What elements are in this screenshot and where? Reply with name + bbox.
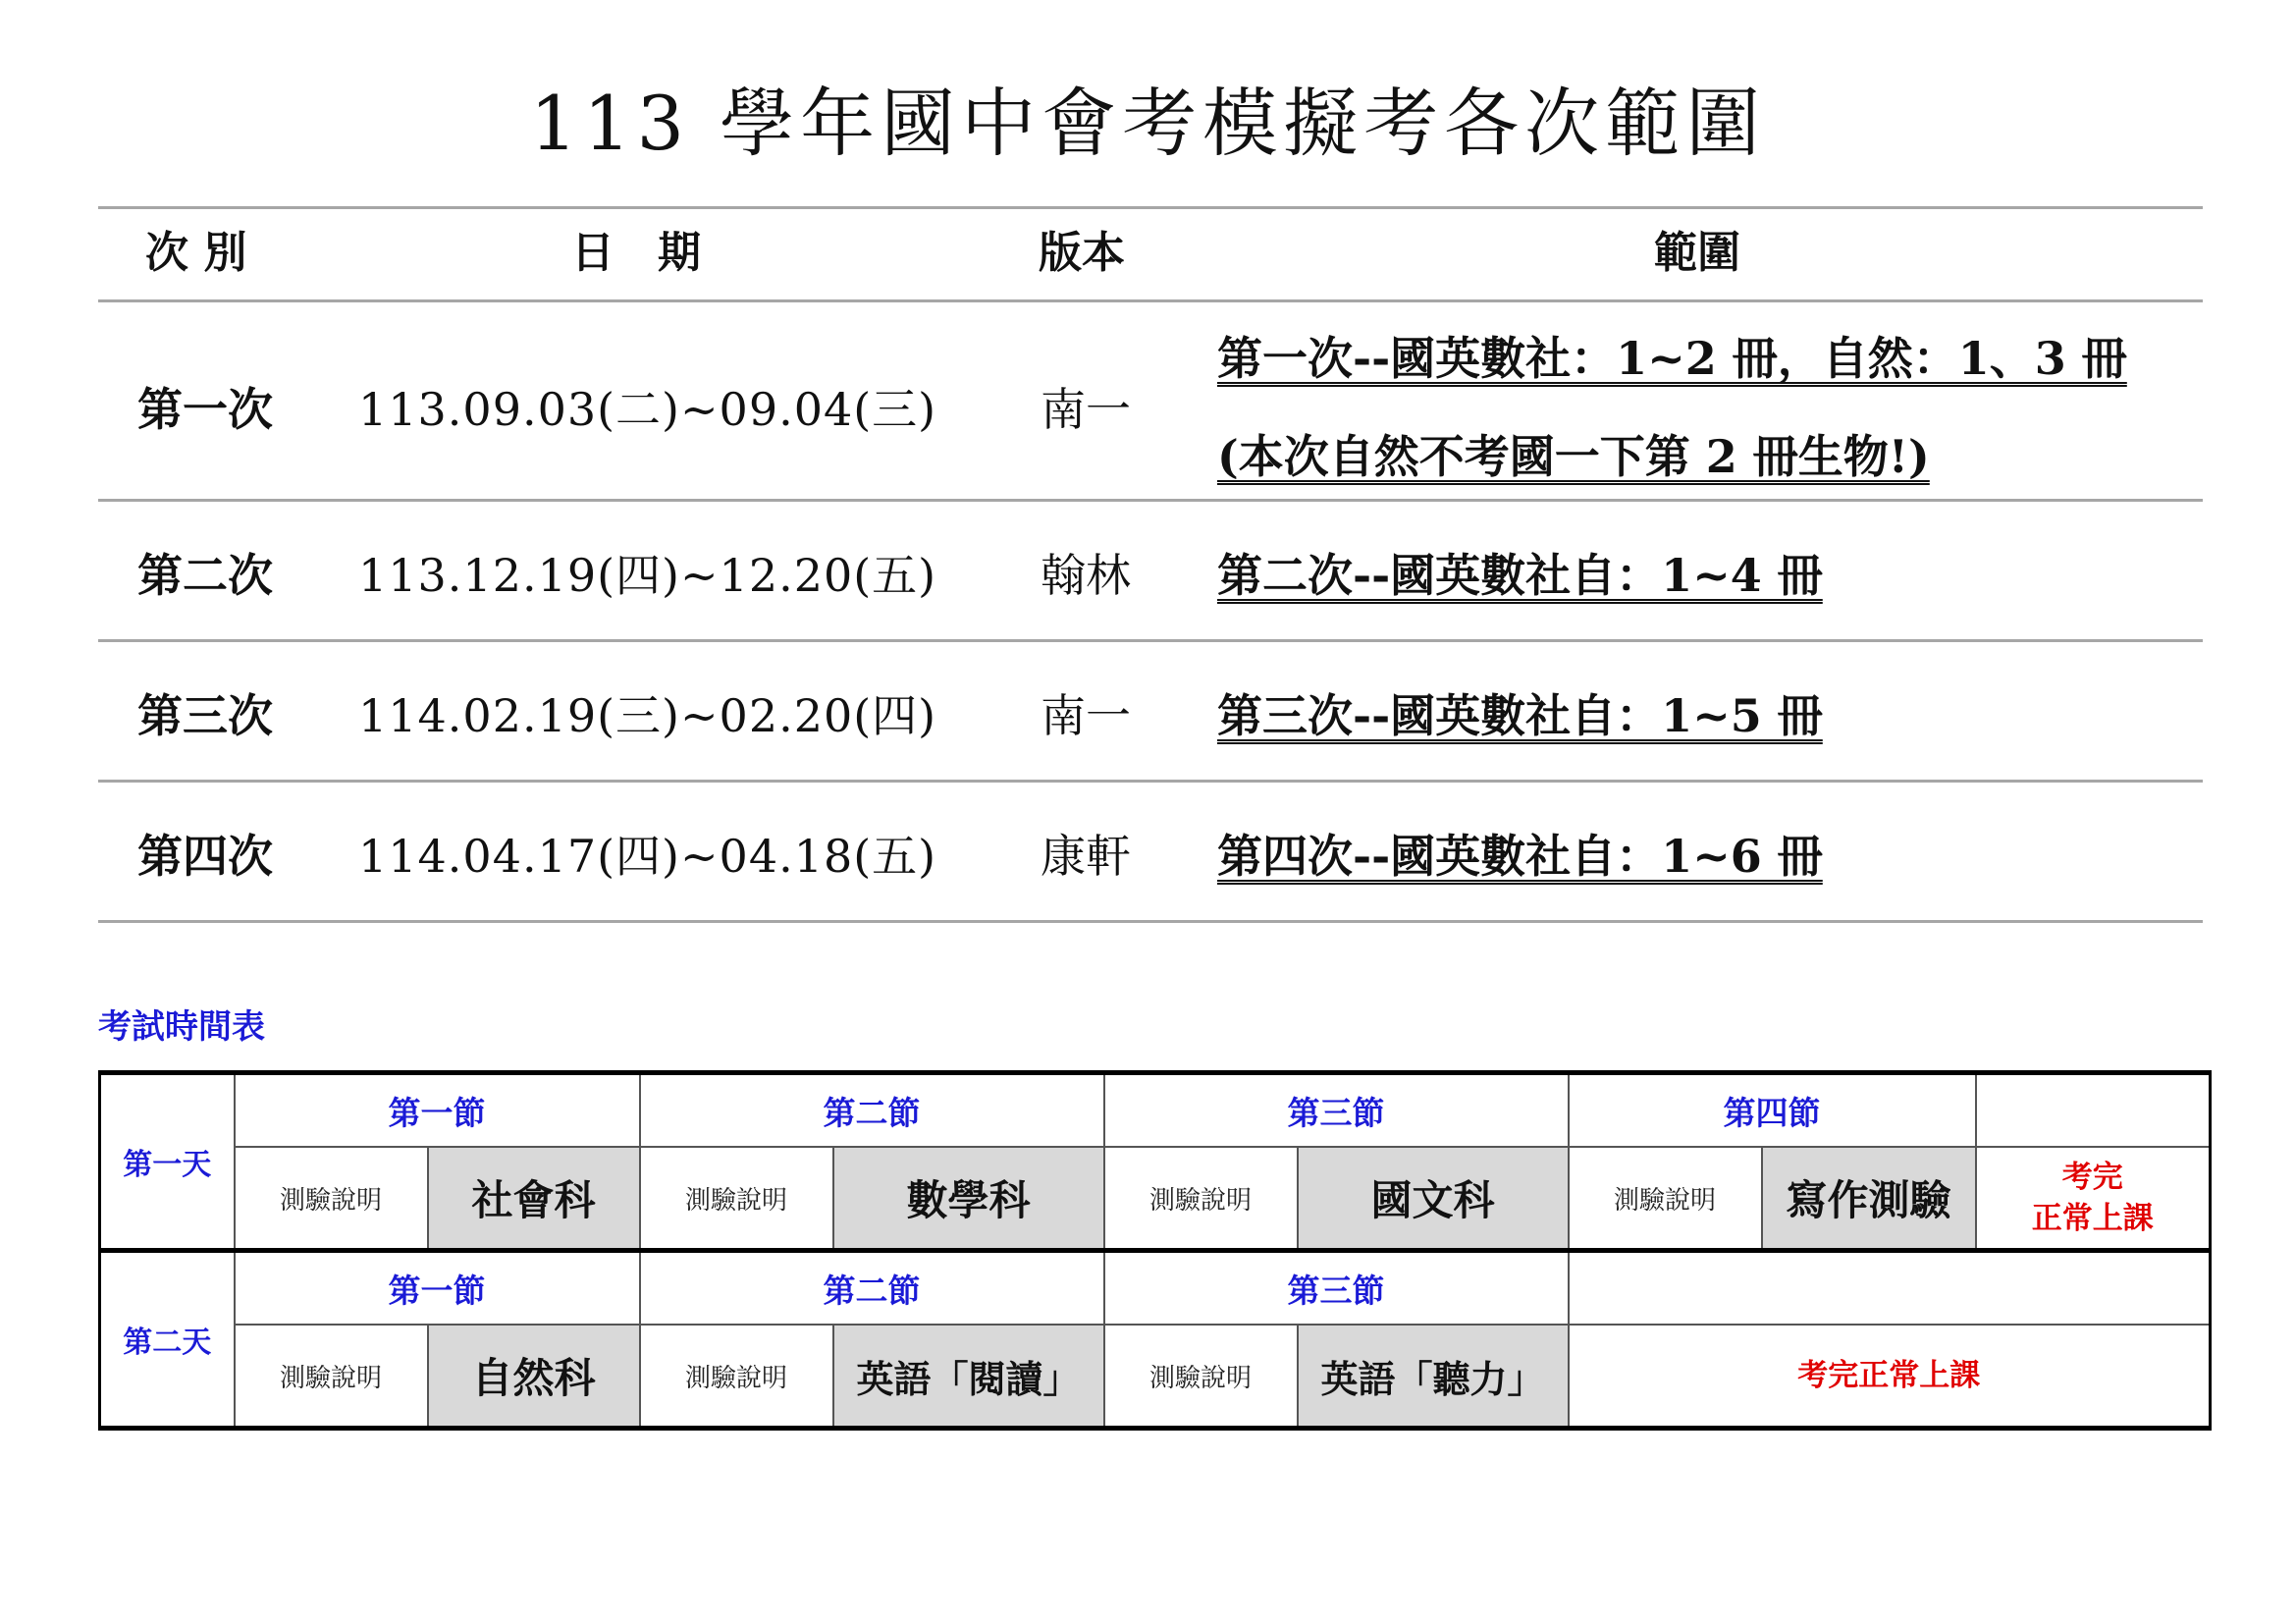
period-label: 第一節 bbox=[235, 1073, 640, 1148]
header-version: 版本 bbox=[1039, 228, 1125, 278]
row-range: 第四次--國英數社自：1~6 冊 bbox=[1217, 830, 1823, 883]
subject-cell: 數學科 bbox=[833, 1147, 1104, 1251]
row-version: 南一 bbox=[1041, 383, 1131, 436]
row-range: 第二次--國英數社自：1~4 冊 bbox=[1217, 549, 1823, 602]
period-label: 第四節 bbox=[1569, 1073, 1976, 1148]
schedule-title: 考試時間表 bbox=[98, 1007, 265, 1047]
row-date: 113.09.03(二)~09.04(三) bbox=[358, 383, 937, 436]
after-exam-note bbox=[1976, 1147, 2211, 1251]
day-label: 第一天 bbox=[100, 1073, 235, 1251]
subject-cell: 英語「閱讀」 bbox=[833, 1325, 1104, 1429]
empty-cell bbox=[1569, 1251, 2211, 1326]
after-exam-line1: 考完 bbox=[2061, 1160, 2123, 1195]
test-intro-cell: 測驗說明 bbox=[1104, 1147, 1298, 1251]
row-version: 南一 bbox=[1041, 689, 1131, 742]
header-top-rule bbox=[98, 206, 2203, 209]
test-intro-cell: 測驗說明 bbox=[640, 1147, 833, 1251]
subject-cell: 國文科 bbox=[1298, 1147, 1569, 1251]
test-intro-cell: 測驗說明 bbox=[1569, 1147, 1762, 1251]
row-round: 第四次 bbox=[137, 830, 273, 883]
range-row-1 bbox=[98, 299, 2203, 499]
page-title: 113 學年國中會考模擬考各次範圍 bbox=[529, 80, 1767, 167]
row-version: 康軒 bbox=[1041, 830, 1131, 883]
period-label: 第三節 bbox=[1104, 1073, 1569, 1148]
header-round: 次 別 bbox=[145, 228, 247, 278]
row-version: 翰林 bbox=[1041, 549, 1131, 602]
row-date: 114.04.17(四)~04.18(五) bbox=[358, 830, 937, 883]
day-label: 第二天 bbox=[100, 1251, 235, 1429]
range-row-4 bbox=[98, 780, 2203, 920]
exam-schedule-table bbox=[98, 1070, 2212, 1431]
after-exam-note: 考完正常上課 bbox=[1569, 1325, 2211, 1429]
test-intro-cell: 測驗說明 bbox=[235, 1147, 428, 1251]
row-range-note: (本次自然不考國一下第 2 冊生物!) bbox=[1217, 430, 1930, 483]
row-round: 第一次 bbox=[137, 383, 273, 436]
row-range: 第一次--國英數社：1~2 冊，自然：1、3 冊 bbox=[1217, 332, 2127, 385]
row-range: 第三次--國英數社自：1~5 冊 bbox=[1217, 689, 1823, 742]
subject-cell: 英語「聽力」 bbox=[1298, 1325, 1569, 1429]
row-round: 第三次 bbox=[137, 689, 273, 742]
empty-cell bbox=[1976, 1073, 2211, 1148]
header-date: 日 期 bbox=[571, 228, 701, 278]
test-intro-cell: 測驗說明 bbox=[1104, 1325, 1298, 1429]
range-row-3 bbox=[98, 639, 2203, 780]
subject-cell: 自然科 bbox=[428, 1325, 640, 1429]
row-round: 第二次 bbox=[137, 549, 273, 602]
period-label: 第二節 bbox=[640, 1251, 1104, 1326]
subject-cell: 社會科 bbox=[428, 1147, 640, 1251]
row-date: 114.02.19(三)~02.20(四) bbox=[358, 689, 937, 742]
period-label: 第一節 bbox=[235, 1251, 640, 1326]
subject-cell: 寫作測驗 bbox=[1762, 1147, 1976, 1251]
range-row-2 bbox=[98, 499, 2203, 639]
test-intro-cell: 測驗說明 bbox=[640, 1325, 833, 1429]
period-label: 第三節 bbox=[1104, 1251, 1569, 1326]
test-intro-cell: 測驗說明 bbox=[235, 1325, 428, 1429]
after-exam-line2: 正常上課 bbox=[2031, 1201, 2154, 1236]
row-date: 113.12.19(四)~12.20(五) bbox=[358, 549, 937, 602]
period-label: 第二節 bbox=[640, 1073, 1104, 1148]
table-bottom-rule bbox=[98, 920, 2203, 923]
header-range: 範圍 bbox=[1654, 228, 1740, 278]
